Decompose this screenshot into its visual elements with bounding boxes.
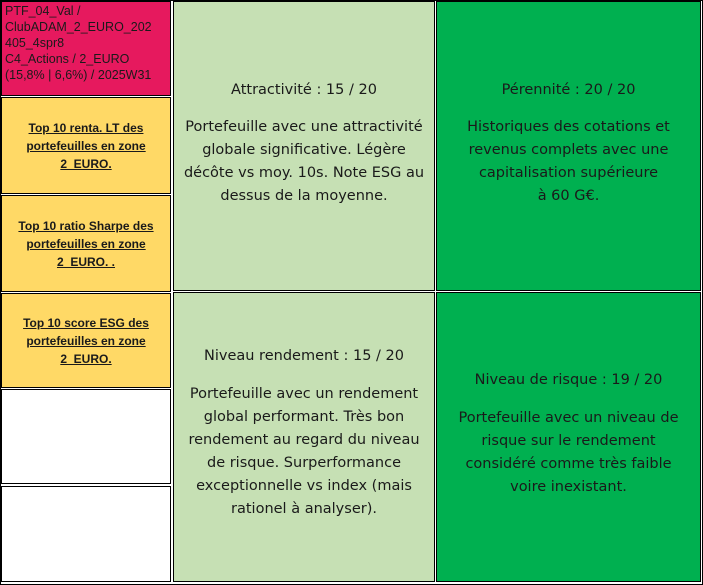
description-line: global performant. Très bon (203, 409, 405, 425)
risque-panel (436, 292, 701, 582)
header-line: C4_Actions / 2_EURO (5, 52, 130, 66)
header-line: PTF_04_Val / (5, 4, 81, 18)
description-line: décôte vs moy. 10s. Note ESG au (183, 165, 425, 181)
description-line: à 60 G€. (537, 188, 600, 204)
description-line: Portefeuille avec une attractivité (185, 119, 423, 135)
description-line: revenus complets avec une (468, 142, 669, 158)
rendement-title: Niveau rendement : 15 / 20 (204, 348, 404, 364)
header-line: (15,8% | 6,6%) / 2025W31 (5, 68, 152, 82)
attractivite-title: Attractivité : 15 / 20 (231, 82, 377, 98)
top-renta-link[interactable] (1, 97, 171, 194)
rendement-panel (173, 292, 435, 582)
description-line: Portefeuille avec un rendement (189, 386, 419, 402)
description-line: rendement au regard du niveau (188, 432, 420, 448)
description-line: risque sur le rendement (481, 433, 656, 449)
risque-title: Niveau de risque : 19 / 20 (474, 372, 663, 388)
description-line: capitalisation supérieure (478, 165, 659, 181)
top-renta-label: Top 10 renta. LT des portefeuilles en zone 2_EURO. (26, 120, 146, 171)
description-line: dessus de la moyenne. (220, 188, 388, 204)
description-line: Portefeuille avec un niveau de (458, 410, 679, 426)
empty-cell (1, 486, 171, 582)
top-esg-label: Top 10 score ESG des portefeuilles en zone 2_EURO. (23, 315, 149, 366)
perennite-panel (436, 1, 701, 291)
header-line: ClubADAM_2_EURO_202 (5, 20, 152, 34)
description-line: voire inexistant. (510, 479, 627, 495)
top-sharpe-label: Top 10 ratio Sharpe des portefeuilles en zone 2_EURO. . (18, 218, 154, 269)
rendement-description (174, 383, 434, 521)
description-line: de risque. Surperformance (206, 455, 402, 471)
risque-description (437, 407, 700, 499)
empty-cell (1, 389, 171, 484)
description-line: rationel à analyser). (231, 501, 377, 517)
perennite-description (437, 116, 700, 208)
top-esg-link[interactable] (1, 293, 171, 388)
description-line: considéré comme très faible (465, 456, 672, 472)
description-line: globale significative. Légère (202, 142, 406, 158)
description-line: exceptionnelle vs index (mais (196, 478, 412, 494)
top-sharpe-link[interactable] (1, 195, 171, 292)
perennite-title: Pérennité : 20 / 20 (501, 82, 636, 98)
attractivite-description (174, 116, 434, 208)
attractivite-panel (173, 1, 435, 291)
portfolio-header (1, 1, 171, 96)
header-line: 405_4spr8 (5, 36, 65, 50)
description-line: Historiques des cotations et (467, 119, 670, 135)
